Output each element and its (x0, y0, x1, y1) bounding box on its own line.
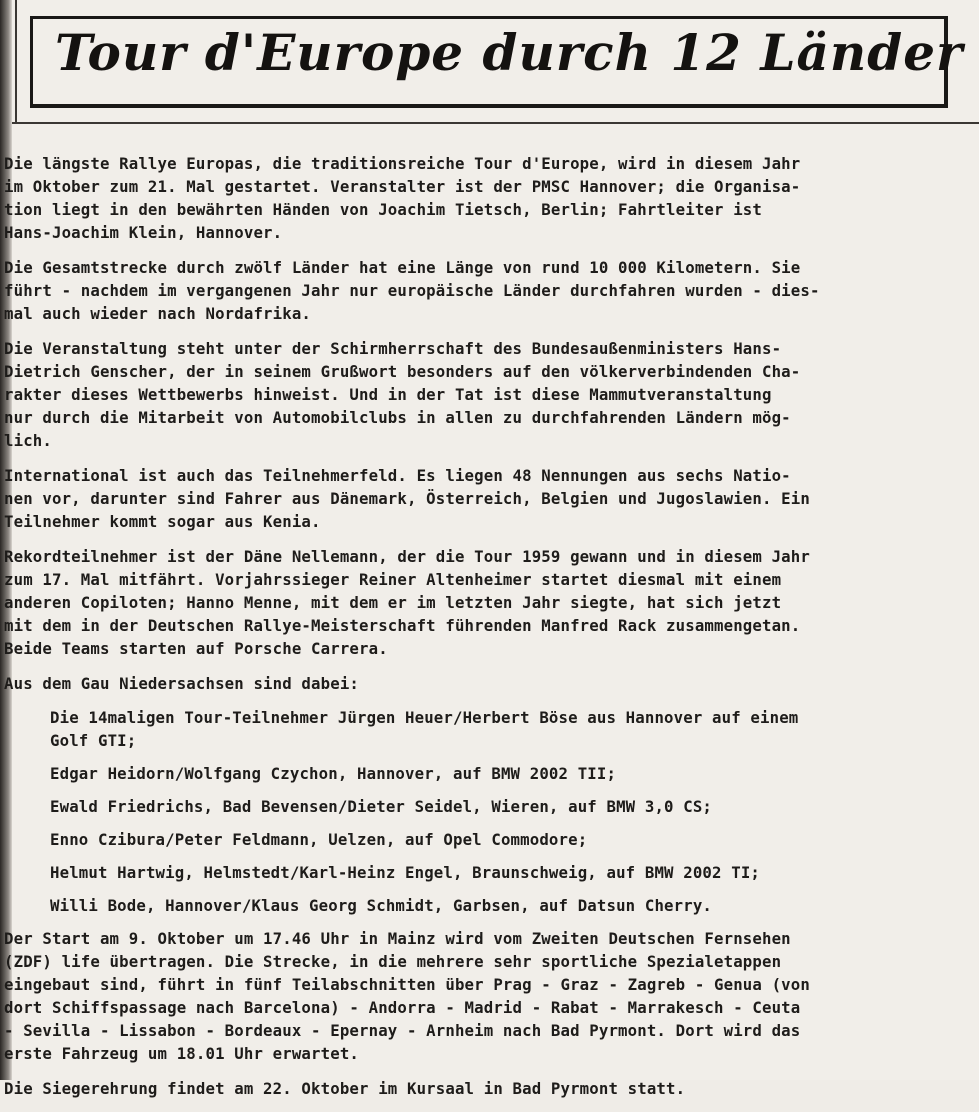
text-line: führt - nachdem im vergangenen Jahr nur europäische Länder durchfahren wurden - dies- (4, 281, 820, 300)
paragraph (4, 464, 974, 533)
text-line: Die Gesamtstrecke durch zwölf Länder hat eine Länge von rund 10 000 Kilometern. Sie (4, 258, 801, 277)
text-line: eingebaut sind, führt in fünf Teilabschnitten über Prag - Graz - Zagreb - Genua (von (4, 975, 810, 994)
text-line: Dietrich Genscher, der in seinem Grußwort besonders auf den völkerverbindenden Cha- (4, 362, 801, 381)
participant-list (4, 672, 974, 917)
text-line: lich. (4, 431, 52, 450)
frame-rule-vertical (15, 0, 17, 124)
text-line: Hans-Joachim Klein, Hannover. (4, 223, 283, 242)
list-item: Enno Czibura/Peter Feldmann, Uelzen, auf Opel Commodore; (50, 830, 588, 849)
text-line: Rekordteilnehmer ist der Däne Nellemann, der die Tour 1959 gewann und in diesem Jahr (4, 547, 810, 566)
article-body (4, 152, 974, 1112)
text-line: tion liegt in den bewährten Händen von Joachim Tietsch, Berlin; Fahrtleiter ist (4, 200, 762, 219)
text-line: rakter dieses Wettbewerbs hinweist. Und in der Tat ist diese Mammutveranstaltung (4, 385, 772, 404)
text-line: Teilnehmer kommt sogar aus Kenia. (4, 512, 321, 531)
text-line: nen vor, darunter sind Fahrer aus Dänemark, Österreich, Belgien und Jugoslawien. Ein (4, 489, 810, 508)
list-intro: Aus dem Gau Niedersachsen sind dabei: (4, 674, 360, 693)
list-item: Ewald Friedrichs, Bad Bevensen/Dieter Seidel, Wieren, auf BMW 3,0 CS; (50, 797, 713, 816)
text-line: zum 17. Mal mitfährt. Vorjahrssieger Reiner Altenheimer startet diesmal mit einem (4, 570, 782, 589)
text-line: mit dem in der Deutschen Rallye-Meisterschaft führenden Manfred Rack zusammengetan. (4, 616, 801, 635)
paragraph-group (4, 927, 974, 1100)
text-line: nur durch die Mitarbeit von Automobilclubs in allen zu durchfahrenden Ländern mög- (4, 408, 791, 427)
list-item: Die 14maligen Tour-Teilnehmer Jürgen Heuer/Herbert Böse aus Hannover auf einem (50, 708, 799, 727)
list-item: Willi Bode, Hannover/Klaus Georg Schmidt, Garbsen, auf Datsun Cherry. (50, 896, 713, 915)
text-line: (ZDF) life übertragen. Die Strecke, in die mehrere sehr sportliche Spezialetappen (4, 952, 782, 971)
text-line: Der Start am 9. Oktober um 17.46 Uhr in Mainz wird vom Zweiten Deutschen Fernsehen (4, 929, 791, 948)
paragraph-group (4, 152, 974, 660)
text-line: dort Schiffspassage nach Barcelona) - Andorra - Madrid - Rabat - Marrakesch - Ceuta (4, 998, 801, 1017)
list-item: Helmut Hartwig, Helmstedt/Karl-Heinz Engel, Braunschweig, auf BMW 2002 TI; (50, 863, 761, 882)
paragraph (4, 256, 974, 325)
list-item: Edgar Heidorn/Wolfgang Czychon, Hannover, auf BMW 2002 TII; (50, 764, 617, 783)
text-line: mal auch wieder nach Nordafrika. (4, 304, 312, 323)
text-line: anderen Copiloten; Hanno Menne, mit dem er im letzten Jahr siegte, hat sich jetzt (4, 593, 782, 612)
text-line: Die Veranstaltung steht unter der Schirmherrschaft des Bundesaußenministers Hans- (4, 339, 782, 358)
list-item: Golf GTI; (50, 731, 137, 750)
paragraph (4, 545, 974, 660)
headline-box (30, 16, 964, 108)
text-line: im Oktober zum 21. Mal gestartet. Veranstalter ist der PMSC Hannover; die Organisa- (4, 177, 801, 196)
text-line: Beide Teams starten auf Porsche Carrera. (4, 639, 388, 658)
text-line: Die längste Rallye Europas, die traditionsreiche Tour d'Europe, wird in diesem Jahr (4, 154, 801, 173)
paragraph (4, 337, 974, 452)
frame-rule-horizontal (12, 122, 979, 124)
paragraph (4, 927, 974, 1065)
text-line: erste Fahrzeug um 18.01 Uhr erwartet. (4, 1044, 360, 1063)
text-line: - Sevilla - Lissabon - Bordeaux - Epernay - Arnheim nach Bad Pyrmont. Dort wird das (4, 1021, 801, 1040)
paragraph (4, 1077, 974, 1100)
paragraph (4, 152, 974, 244)
text-line: International ist auch das Teilnehmerfeld. Es liegen 48 Nennungen aus sechs Natio- (4, 466, 791, 485)
headline: Tour d'Europe durch 12 Länder (55, 23, 964, 82)
text-line: Die Siegerehrung findet am 22. Oktober im Kursaal in Bad Pyrmont statt. (4, 1079, 686, 1098)
